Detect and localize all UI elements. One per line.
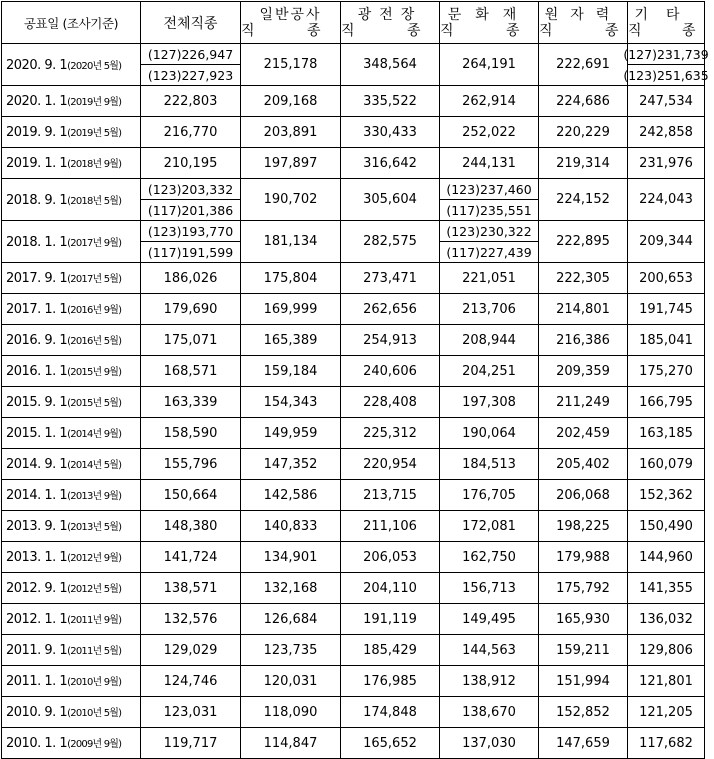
total-cell: 216,770 bbox=[141, 117, 241, 148]
table-row bbox=[2, 635, 705, 666]
table-row bbox=[2, 697, 705, 728]
nuclear-cell: 206,068 bbox=[539, 480, 628, 511]
value-upper: (127)231,739 bbox=[623, 46, 709, 62]
date-cell bbox=[2, 117, 141, 148]
general-cell: 203,891 bbox=[241, 117, 341, 148]
mining-cell: 174,848 bbox=[341, 697, 440, 728]
header-nuclear: 원자력 직 종 bbox=[539, 2, 628, 44]
general-cell: 142,586 bbox=[241, 480, 341, 511]
other-cell: 166,795 bbox=[628, 387, 705, 418]
date-cell bbox=[2, 86, 141, 117]
date-cell bbox=[2, 728, 141, 759]
survey-ref: (2018년 5월) bbox=[67, 195, 122, 207]
other-cell: 121,801 bbox=[628, 666, 705, 697]
announce-date: 2011. 1. 1 bbox=[6, 674, 68, 689]
general-cell: 123,735 bbox=[241, 635, 341, 666]
total-cell: 129,029 bbox=[141, 635, 241, 666]
announce-date: 2012. 1. 1 bbox=[6, 612, 68, 627]
other-cell: 117,682 bbox=[628, 728, 705, 759]
general-cell: 149,959 bbox=[241, 418, 341, 449]
date-cell bbox=[2, 511, 141, 542]
total-cell: 155,796 bbox=[141, 449, 241, 480]
general-cell: 154,343 bbox=[241, 387, 341, 418]
date-cell bbox=[2, 221, 141, 263]
table-row bbox=[2, 325, 705, 356]
general-cell: 197,897 bbox=[241, 148, 341, 179]
date-cell bbox=[2, 179, 141, 221]
nuclear-cell: 214,801 bbox=[539, 294, 628, 325]
header-other: 기타 직 종 bbox=[628, 2, 705, 44]
table-row bbox=[2, 179, 705, 221]
culture-cell: 162,750 bbox=[440, 542, 539, 573]
date-cell bbox=[2, 573, 141, 604]
announce-date: 2016. 9. 1 bbox=[6, 333, 68, 348]
nuclear-cell: 179,988 bbox=[539, 542, 628, 573]
table-row bbox=[2, 604, 705, 635]
value-upper: (123)230,322 bbox=[446, 223, 532, 239]
survey-ref: (2009년 9월) bbox=[67, 739, 122, 750]
nuclear-cell: 175,792 bbox=[539, 573, 628, 604]
date-cell bbox=[2, 542, 141, 573]
general-cell: 175,804 bbox=[241, 263, 341, 294]
announce-date: 2012. 9. 1 bbox=[6, 581, 68, 596]
survey-ref: (2013년 5월) bbox=[67, 522, 122, 533]
general-cell: 190,702 bbox=[241, 179, 341, 221]
nuclear-cell: 151,994 bbox=[539, 666, 628, 697]
announce-date: 2020. 9. 1 bbox=[6, 57, 68, 73]
other-cell: 224,043 bbox=[628, 179, 705, 221]
total-cell: 150,664 bbox=[141, 480, 241, 511]
announce-date: 2017. 1. 1 bbox=[6, 302, 68, 317]
general-cell: 126,684 bbox=[241, 604, 341, 635]
survey-ref: (2019년 9월) bbox=[67, 97, 122, 108]
total-cell bbox=[141, 44, 241, 86]
other-cell bbox=[623, 44, 709, 86]
culture-cell: 138,912 bbox=[440, 666, 539, 697]
date-cell bbox=[2, 418, 141, 449]
general-cell: 169,999 bbox=[241, 294, 341, 325]
culture-cell bbox=[440, 221, 539, 263]
general-cell: 118,090 bbox=[241, 697, 341, 728]
survey-ref: (2017년 9월) bbox=[67, 237, 122, 249]
total-cell: 222,803 bbox=[141, 86, 241, 117]
total-cell: 132,576 bbox=[141, 604, 241, 635]
mining-cell: 185,429 bbox=[341, 635, 440, 666]
survey-ref: (2012년 5월) bbox=[67, 584, 122, 595]
other-cell: 200,653 bbox=[628, 263, 705, 294]
culture-cell: 156,713 bbox=[440, 573, 539, 604]
survey-ref: (2010년 9월) bbox=[67, 677, 122, 688]
mining-cell: 204,110 bbox=[341, 573, 440, 604]
survey-ref: (2018년 9월) bbox=[67, 159, 122, 170]
culture-cell: 176,705 bbox=[440, 480, 539, 511]
nuclear-cell: 147,659 bbox=[539, 728, 628, 759]
announce-date: 2015. 9. 1 bbox=[6, 395, 68, 410]
nuclear-cell: 216,386 bbox=[539, 325, 628, 356]
nuclear-cell: 211,249 bbox=[539, 387, 628, 418]
culture-cell: 244,131 bbox=[440, 148, 539, 179]
total-cell bbox=[141, 221, 241, 263]
culture-cell: 262,914 bbox=[440, 86, 539, 117]
table-row bbox=[2, 221, 705, 263]
nuclear-cell: 159,211 bbox=[539, 635, 628, 666]
culture-cell: 264,191 bbox=[440, 44, 539, 86]
nuclear-cell: 198,225 bbox=[539, 511, 628, 542]
survey-ref: (2019년 5월) bbox=[67, 128, 122, 139]
general-cell: 140,833 bbox=[241, 511, 341, 542]
announce-date: 2019. 9. 1 bbox=[6, 125, 68, 140]
date-cell bbox=[2, 635, 141, 666]
date-cell bbox=[2, 148, 141, 179]
total-cell: 124,746 bbox=[141, 666, 241, 697]
mining-cell: 176,985 bbox=[341, 666, 440, 697]
general-cell: 114,847 bbox=[241, 728, 341, 759]
announce-date: 2014. 9. 1 bbox=[6, 457, 68, 472]
date-cell bbox=[2, 44, 141, 86]
value-lower: (123)251,635 bbox=[628, 64, 704, 85]
general-cell: 181,134 bbox=[241, 221, 341, 263]
wage-table bbox=[1, 1, 714, 759]
mining-cell: 348,564 bbox=[341, 44, 440, 86]
mining-cell: 262,656 bbox=[341, 294, 440, 325]
general-cell: 215,178 bbox=[241, 44, 341, 86]
mining-cell: 225,312 bbox=[341, 418, 440, 449]
other-cell: 175,270 bbox=[628, 356, 705, 387]
date-cell bbox=[2, 294, 141, 325]
general-cell: 147,352 bbox=[241, 449, 341, 480]
total-cell: 138,571 bbox=[141, 573, 241, 604]
survey-ref: (2012년 9월) bbox=[67, 553, 122, 564]
table-row bbox=[2, 573, 705, 604]
value-lower: (117)191,599 bbox=[141, 241, 240, 262]
mining-cell: 228,408 bbox=[341, 387, 440, 418]
mining-cell: 335,522 bbox=[341, 86, 440, 117]
survey-ref: (2016년 5월) bbox=[67, 336, 122, 347]
total-cell: 186,026 bbox=[141, 263, 241, 294]
table-row bbox=[2, 44, 705, 86]
table-row bbox=[2, 117, 705, 148]
survey-ref: (2011년 5월) bbox=[67, 646, 122, 657]
table-row bbox=[2, 387, 705, 418]
culture-cell: 138,670 bbox=[440, 697, 539, 728]
total-cell: 163,339 bbox=[141, 387, 241, 418]
date-cell bbox=[2, 387, 141, 418]
date-cell bbox=[2, 263, 141, 294]
value-upper: (123)203,332 bbox=[147, 181, 234, 197]
value-upper: (127)226,947 bbox=[147, 46, 234, 62]
culture-cell: 137,030 bbox=[440, 728, 539, 759]
nuclear-cell: 209,359 bbox=[539, 356, 628, 387]
other-cell: 242,858 bbox=[628, 117, 705, 148]
total-cell: 119,717 bbox=[141, 728, 241, 759]
total-cell: 148,380 bbox=[141, 511, 241, 542]
mining-cell: 282,575 bbox=[341, 221, 440, 263]
mining-cell: 220,954 bbox=[341, 449, 440, 480]
announce-date: 2010. 1. 1 bbox=[6, 736, 68, 751]
culture-cell: 149,495 bbox=[440, 604, 539, 635]
survey-ref: (2013년 9월) bbox=[67, 491, 122, 502]
date-cell bbox=[2, 449, 141, 480]
table-row bbox=[2, 728, 705, 759]
survey-ref: (2015년 5월) bbox=[67, 398, 122, 409]
culture-cell: 213,706 bbox=[440, 294, 539, 325]
table-body bbox=[2, 44, 709, 759]
mining-cell: 165,652 bbox=[341, 728, 440, 759]
announce-date: 2011. 9. 1 bbox=[6, 643, 68, 658]
date-cell bbox=[2, 604, 141, 635]
other-cell: 191,745 bbox=[628, 294, 705, 325]
mining-cell: 316,642 bbox=[341, 148, 440, 179]
culture-cell: 184,513 bbox=[440, 449, 539, 480]
header-general: 일반공사 직 종 bbox=[241, 2, 341, 44]
date-cell bbox=[2, 666, 141, 697]
table-row bbox=[2, 542, 705, 573]
other-cell: 150,490 bbox=[628, 511, 705, 542]
announce-date: 2014. 1. 1 bbox=[6, 488, 68, 503]
header-total: 전체직종 bbox=[141, 2, 241, 44]
nuclear-cell: 165,930 bbox=[539, 604, 628, 635]
announce-date: 2013. 9. 1 bbox=[6, 519, 68, 534]
table-row bbox=[2, 418, 705, 449]
survey-ref: (2014년 9월) bbox=[67, 429, 122, 440]
survey-ref: (2010년 5월) bbox=[67, 708, 122, 719]
header-row bbox=[2, 2, 705, 44]
table-row bbox=[2, 666, 705, 697]
nuclear-cell: 222,895 bbox=[539, 221, 628, 263]
general-cell: 134,901 bbox=[241, 542, 341, 573]
other-cell: 121,205 bbox=[628, 697, 705, 728]
nuclear-cell: 220,229 bbox=[539, 117, 628, 148]
culture-cell: 204,251 bbox=[440, 356, 539, 387]
nuclear-cell: 224,152 bbox=[539, 179, 628, 221]
announce-date: 2015. 1. 1 bbox=[6, 426, 68, 441]
total-cell bbox=[141, 179, 241, 221]
value-upper: (123)237,460 bbox=[446, 181, 532, 197]
announce-date: 2018. 1. 1 bbox=[6, 234, 68, 250]
header-mining: 광전장 직 종 bbox=[341, 2, 440, 44]
other-cell: 185,041 bbox=[628, 325, 705, 356]
other-cell: 247,534 bbox=[628, 86, 705, 117]
table-row bbox=[2, 511, 705, 542]
date-cell bbox=[2, 325, 141, 356]
culture-cell: 172,081 bbox=[440, 511, 539, 542]
survey-ref: (2011년 9월) bbox=[67, 615, 122, 626]
value-lower: (117)235,551 bbox=[440, 199, 538, 220]
culture-cell bbox=[440, 179, 539, 221]
other-cell: 231,976 bbox=[628, 148, 705, 179]
table-row bbox=[2, 356, 705, 387]
other-cell: 141,355 bbox=[628, 573, 705, 604]
mining-cell: 211,106 bbox=[341, 511, 440, 542]
date-cell bbox=[2, 697, 141, 728]
announce-date: 2013. 1. 1 bbox=[6, 550, 68, 565]
announce-date: 2019. 1. 1 bbox=[6, 156, 68, 171]
total-cell: 210,195 bbox=[141, 148, 241, 179]
general-cell: 209,168 bbox=[241, 86, 341, 117]
value-lower: (123)227,923 bbox=[141, 64, 240, 85]
value-lower: (117)227,439 bbox=[440, 241, 538, 262]
general-cell: 165,389 bbox=[241, 325, 341, 356]
survey-ref: (2020년 5월) bbox=[67, 60, 122, 72]
nuclear-cell: 219,314 bbox=[539, 148, 628, 179]
nuclear-cell: 205,402 bbox=[539, 449, 628, 480]
announce-date: 2010. 9. 1 bbox=[6, 705, 68, 720]
header-culture: 문화재 직 종 bbox=[440, 2, 539, 44]
other-cell: 144,960 bbox=[628, 542, 705, 573]
other-cell: 163,185 bbox=[628, 418, 705, 449]
mining-cell: 273,471 bbox=[341, 263, 440, 294]
total-cell: 168,571 bbox=[141, 356, 241, 387]
announce-date: 2017. 9. 1 bbox=[6, 271, 68, 286]
mining-cell: 191,119 bbox=[341, 604, 440, 635]
date-cell bbox=[2, 480, 141, 511]
culture-cell: 208,944 bbox=[440, 325, 539, 356]
culture-cell: 252,022 bbox=[440, 117, 539, 148]
general-cell: 159,184 bbox=[241, 356, 341, 387]
mining-cell: 206,053 bbox=[341, 542, 440, 573]
nuclear-cell: 224,686 bbox=[539, 86, 628, 117]
culture-cell: 197,308 bbox=[440, 387, 539, 418]
value-lower: (117)201,386 bbox=[141, 199, 240, 220]
nuclear-cell: 202,459 bbox=[539, 418, 628, 449]
other-cell: 129,806 bbox=[628, 635, 705, 666]
survey-ref: (2014년 5월) bbox=[67, 460, 122, 471]
table-row bbox=[2, 294, 705, 325]
survey-ref: (2015년 9월) bbox=[67, 367, 122, 378]
table-row bbox=[2, 148, 705, 179]
survey-ref: (2017년 5월) bbox=[67, 274, 122, 285]
total-cell: 179,690 bbox=[141, 294, 241, 325]
total-cell: 141,724 bbox=[141, 542, 241, 573]
total-cell: 158,590 bbox=[141, 418, 241, 449]
date-cell bbox=[2, 356, 141, 387]
announce-date: 2016. 1. 1 bbox=[6, 364, 68, 379]
survey-ref: (2016년 9월) bbox=[67, 305, 122, 316]
general-cell: 120,031 bbox=[241, 666, 341, 697]
mining-cell: 305,604 bbox=[341, 179, 440, 221]
value-upper: (123)193,770 bbox=[147, 223, 234, 239]
other-cell: 209,344 bbox=[628, 221, 705, 263]
announce-date: 2018. 9. 1 bbox=[6, 192, 68, 208]
culture-cell: 221,051 bbox=[440, 263, 539, 294]
nuclear-cell: 222,305 bbox=[539, 263, 628, 294]
other-cell: 160,079 bbox=[628, 449, 705, 480]
mining-cell: 240,606 bbox=[341, 356, 440, 387]
announce-date: 2020. 1. 1 bbox=[6, 94, 68, 109]
nuclear-cell: 222,691 bbox=[539, 44, 628, 86]
mining-cell: 254,913 bbox=[341, 325, 440, 356]
total-cell: 123,031 bbox=[141, 697, 241, 728]
mining-cell: 213,715 bbox=[341, 480, 440, 511]
table-row bbox=[2, 263, 705, 294]
mining-cell: 330,433 bbox=[341, 117, 440, 148]
general-cell: 132,168 bbox=[241, 573, 341, 604]
table-row bbox=[2, 449, 705, 480]
other-cell: 152,362 bbox=[628, 480, 705, 511]
other-cell: 136,032 bbox=[628, 604, 705, 635]
nuclear-cell: 152,852 bbox=[539, 697, 628, 728]
table-row bbox=[2, 86, 705, 117]
culture-cell: 190,064 bbox=[440, 418, 539, 449]
header-date: 공표일 (조사기준) bbox=[2, 2, 141, 44]
total-cell: 175,071 bbox=[141, 325, 241, 356]
culture-cell: 144,563 bbox=[440, 635, 539, 666]
table-row bbox=[2, 480, 705, 511]
